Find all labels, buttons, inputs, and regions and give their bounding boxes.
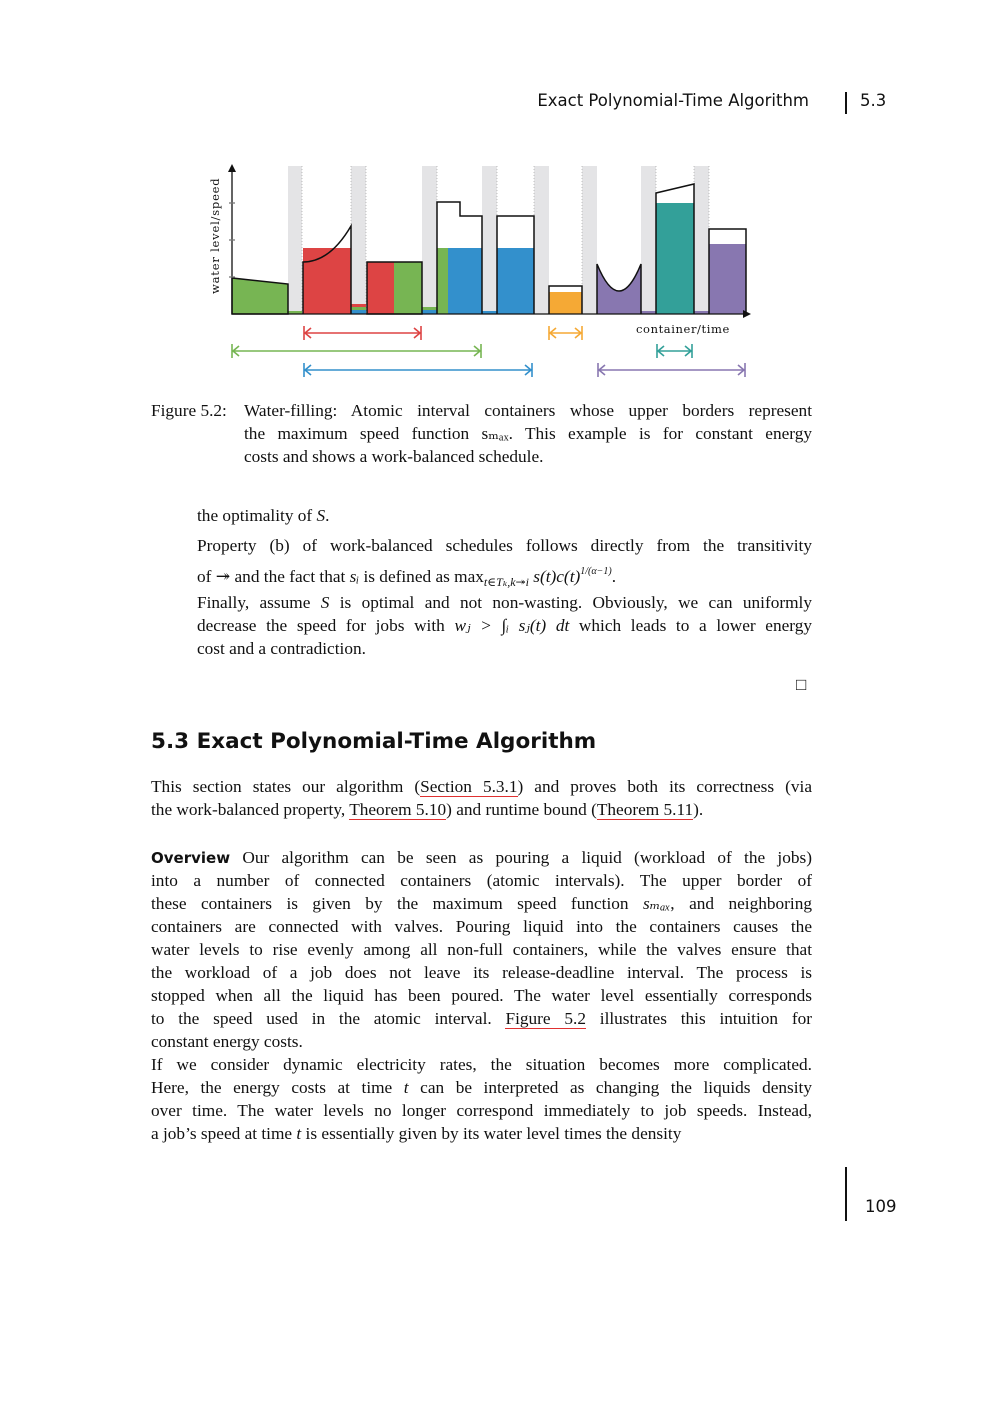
text-run: Here, the energy costs at time bbox=[151, 1078, 404, 1097]
y-axis-arrow-icon bbox=[228, 164, 236, 172]
overview-line bbox=[151, 848, 812, 868]
proof-line bbox=[197, 639, 812, 659]
text-run: , and neighboring bbox=[670, 894, 812, 913]
container-9-purple bbox=[709, 244, 746, 314]
text-run: over time. The water levels no longer correspond immediately to job speeds. Instead, bbox=[151, 1101, 812, 1120]
container-2-fill bbox=[303, 248, 351, 314]
header-section-number: 5.3 bbox=[860, 91, 887, 110]
container-5-blue bbox=[497, 248, 534, 314]
text-run: the workload of a job does not leave its release-deadline interval. The process is bbox=[151, 963, 812, 982]
valve-flow-green bbox=[351, 307, 366, 310]
text-run: is essentially given by its water level times the density bbox=[301, 1124, 682, 1143]
text-run: containers are connected with valves. Pouring liquid into the containers causes the bbox=[151, 917, 812, 936]
text-run: costs and shows a work-balanced schedule. bbox=[244, 447, 544, 466]
text-run: to the speed used in the atomic interval. bbox=[151, 1009, 506, 1028]
container-3-green bbox=[394, 262, 422, 314]
text-run: which leads to a lower energy bbox=[569, 616, 813, 635]
text-run: a job’s speed at time bbox=[151, 1124, 297, 1143]
cross-reference-link[interactable]: Theorem 5.11 bbox=[596, 800, 694, 819]
text-run: t bbox=[296, 1124, 302, 1143]
caption-line bbox=[244, 401, 812, 421]
overview-line bbox=[151, 1032, 812, 1052]
text-run: stopped when all the liquid has been poured. The water level essentially corresponds bbox=[151, 986, 812, 1005]
text-run: ) and proves both its correctness (via bbox=[517, 777, 813, 796]
container-4-blue bbox=[448, 248, 482, 314]
text-run: the work-balanced property, bbox=[151, 800, 350, 819]
text-run: can be interpreted as changing the liquids density bbox=[408, 1078, 812, 1097]
intro-line bbox=[151, 777, 812, 797]
job-interval-green bbox=[232, 344, 481, 358]
text-run: illustrates this intuition for bbox=[585, 1009, 812, 1028]
water-filling-figure bbox=[0, 0, 1000, 400]
valve-flow-green bbox=[422, 307, 437, 310]
text-run: . bbox=[325, 506, 330, 525]
overview-line bbox=[151, 917, 812, 937]
text-run: t bbox=[403, 1078, 409, 1097]
overview-line bbox=[151, 871, 812, 891]
text-run: water levels to rise evenly among all non-full containers, while the valves ensure that bbox=[151, 940, 812, 959]
overview-line bbox=[151, 894, 812, 914]
text-run: sᵢ bbox=[349, 567, 360, 586]
container-6-orange bbox=[549, 292, 582, 314]
text-run: S bbox=[316, 506, 326, 525]
overview-line bbox=[151, 986, 812, 1006]
job-interval-purple bbox=[598, 363, 745, 377]
text-run: is optimal and not non-wasting. Obviously, we can uniformly bbox=[329, 593, 812, 612]
text-run: sₘₐₓ bbox=[643, 894, 671, 913]
overview-line bbox=[151, 1009, 812, 1029]
proof-line bbox=[197, 593, 812, 613]
container-8-teal bbox=[656, 203, 694, 314]
section-heading: 5.3 Exact Polynomial-Time Algorithm bbox=[151, 729, 597, 754]
running-title: Exact Polynomial-Time Algorithm bbox=[537, 91, 809, 110]
x-axis-label: container/time bbox=[636, 322, 730, 336]
text-run: into a number of connected containers (atomic intervals). The upper border of bbox=[151, 871, 812, 890]
footer-divider bbox=[845, 1167, 847, 1221]
text-run: these containers is given by the maximum speed function bbox=[151, 894, 643, 913]
text-run: Water-filling: Atomic interval containers whose upper borders represent bbox=[244, 401, 812, 420]
page-number: 109 bbox=[865, 1197, 897, 1216]
text-run: is defined as max bbox=[359, 567, 484, 586]
text-run: This section states our algorithm ( bbox=[151, 777, 421, 796]
x-axis-arrow-icon bbox=[743, 310, 751, 318]
paragraph-run-in-heading: Overview bbox=[151, 849, 231, 867]
text-run: S bbox=[320, 593, 330, 612]
overview-line bbox=[151, 1101, 812, 1121]
job-interval-orange bbox=[549, 326, 582, 340]
proof-line bbox=[197, 506, 812, 526]
text-run: ) and runtime bound ( bbox=[446, 800, 597, 819]
cross-reference-link[interactable]: Figure 5.2 bbox=[505, 1009, 586, 1028]
container-7 bbox=[597, 264, 641, 314]
caption-line bbox=[244, 424, 812, 444]
caption-line bbox=[244, 447, 812, 467]
cross-reference-link[interactable]: Section 5.3.1 bbox=[420, 777, 518, 796]
text-run: wⱼ > ∫ᵢ sⱼ(t) dt bbox=[454, 616, 570, 635]
text-run: of ↠ and the fact that bbox=[197, 567, 350, 586]
overview-line bbox=[151, 940, 812, 960]
text-run: 1/(α−1) bbox=[580, 566, 612, 577]
overview-line bbox=[151, 1078, 812, 1098]
cross-reference-link[interactable]: Theorem 5.10 bbox=[349, 800, 447, 819]
container-4-green bbox=[437, 248, 448, 314]
text-run: constant energy costs. bbox=[151, 1032, 303, 1051]
text-run: If we consider dynamic electricity rates, the situation becomes more complicated. bbox=[151, 1055, 812, 1074]
text-run: t∈Tₖ,k↠i bbox=[483, 575, 529, 589]
container-3-red bbox=[367, 262, 394, 314]
container-1 bbox=[232, 278, 288, 314]
text-run: cost and a contradiction. bbox=[197, 639, 366, 658]
overview-line bbox=[151, 1055, 812, 1075]
text-run: ). bbox=[693, 800, 704, 819]
job-interval-blue bbox=[304, 363, 532, 377]
text-run: s(t)c(t) bbox=[528, 567, 581, 586]
job-interval-teal bbox=[657, 344, 692, 358]
text-run: decrease the speed for jobs with bbox=[197, 616, 455, 635]
proof-line bbox=[197, 536, 812, 556]
proof-line bbox=[197, 616, 812, 636]
text-run: Finally, assume bbox=[197, 593, 321, 612]
overview-line bbox=[151, 1124, 812, 1144]
qed-symbol: □ bbox=[796, 675, 807, 694]
figure-caption-label: Figure 5.2: bbox=[151, 401, 227, 420]
intro-line bbox=[151, 800, 812, 820]
text-run: Our algorithm can be seen as pouring a liquid (workload of the jobs) bbox=[230, 848, 812, 867]
valve-flow-red bbox=[351, 304, 366, 307]
text-run: the optimality of bbox=[197, 506, 317, 525]
job-interval-red bbox=[304, 326, 421, 340]
text-run: Property (b) of work-balanced schedules follows directly from the transitivity bbox=[197, 536, 812, 555]
proof-line bbox=[197, 562, 812, 592]
text-run: . bbox=[611, 567, 617, 586]
text-run: the maximum speed function sₘₐₓ. This example is for constant energy bbox=[244, 424, 812, 443]
overview-line bbox=[151, 963, 812, 983]
y-axis-label: water level/speed bbox=[208, 177, 222, 294]
